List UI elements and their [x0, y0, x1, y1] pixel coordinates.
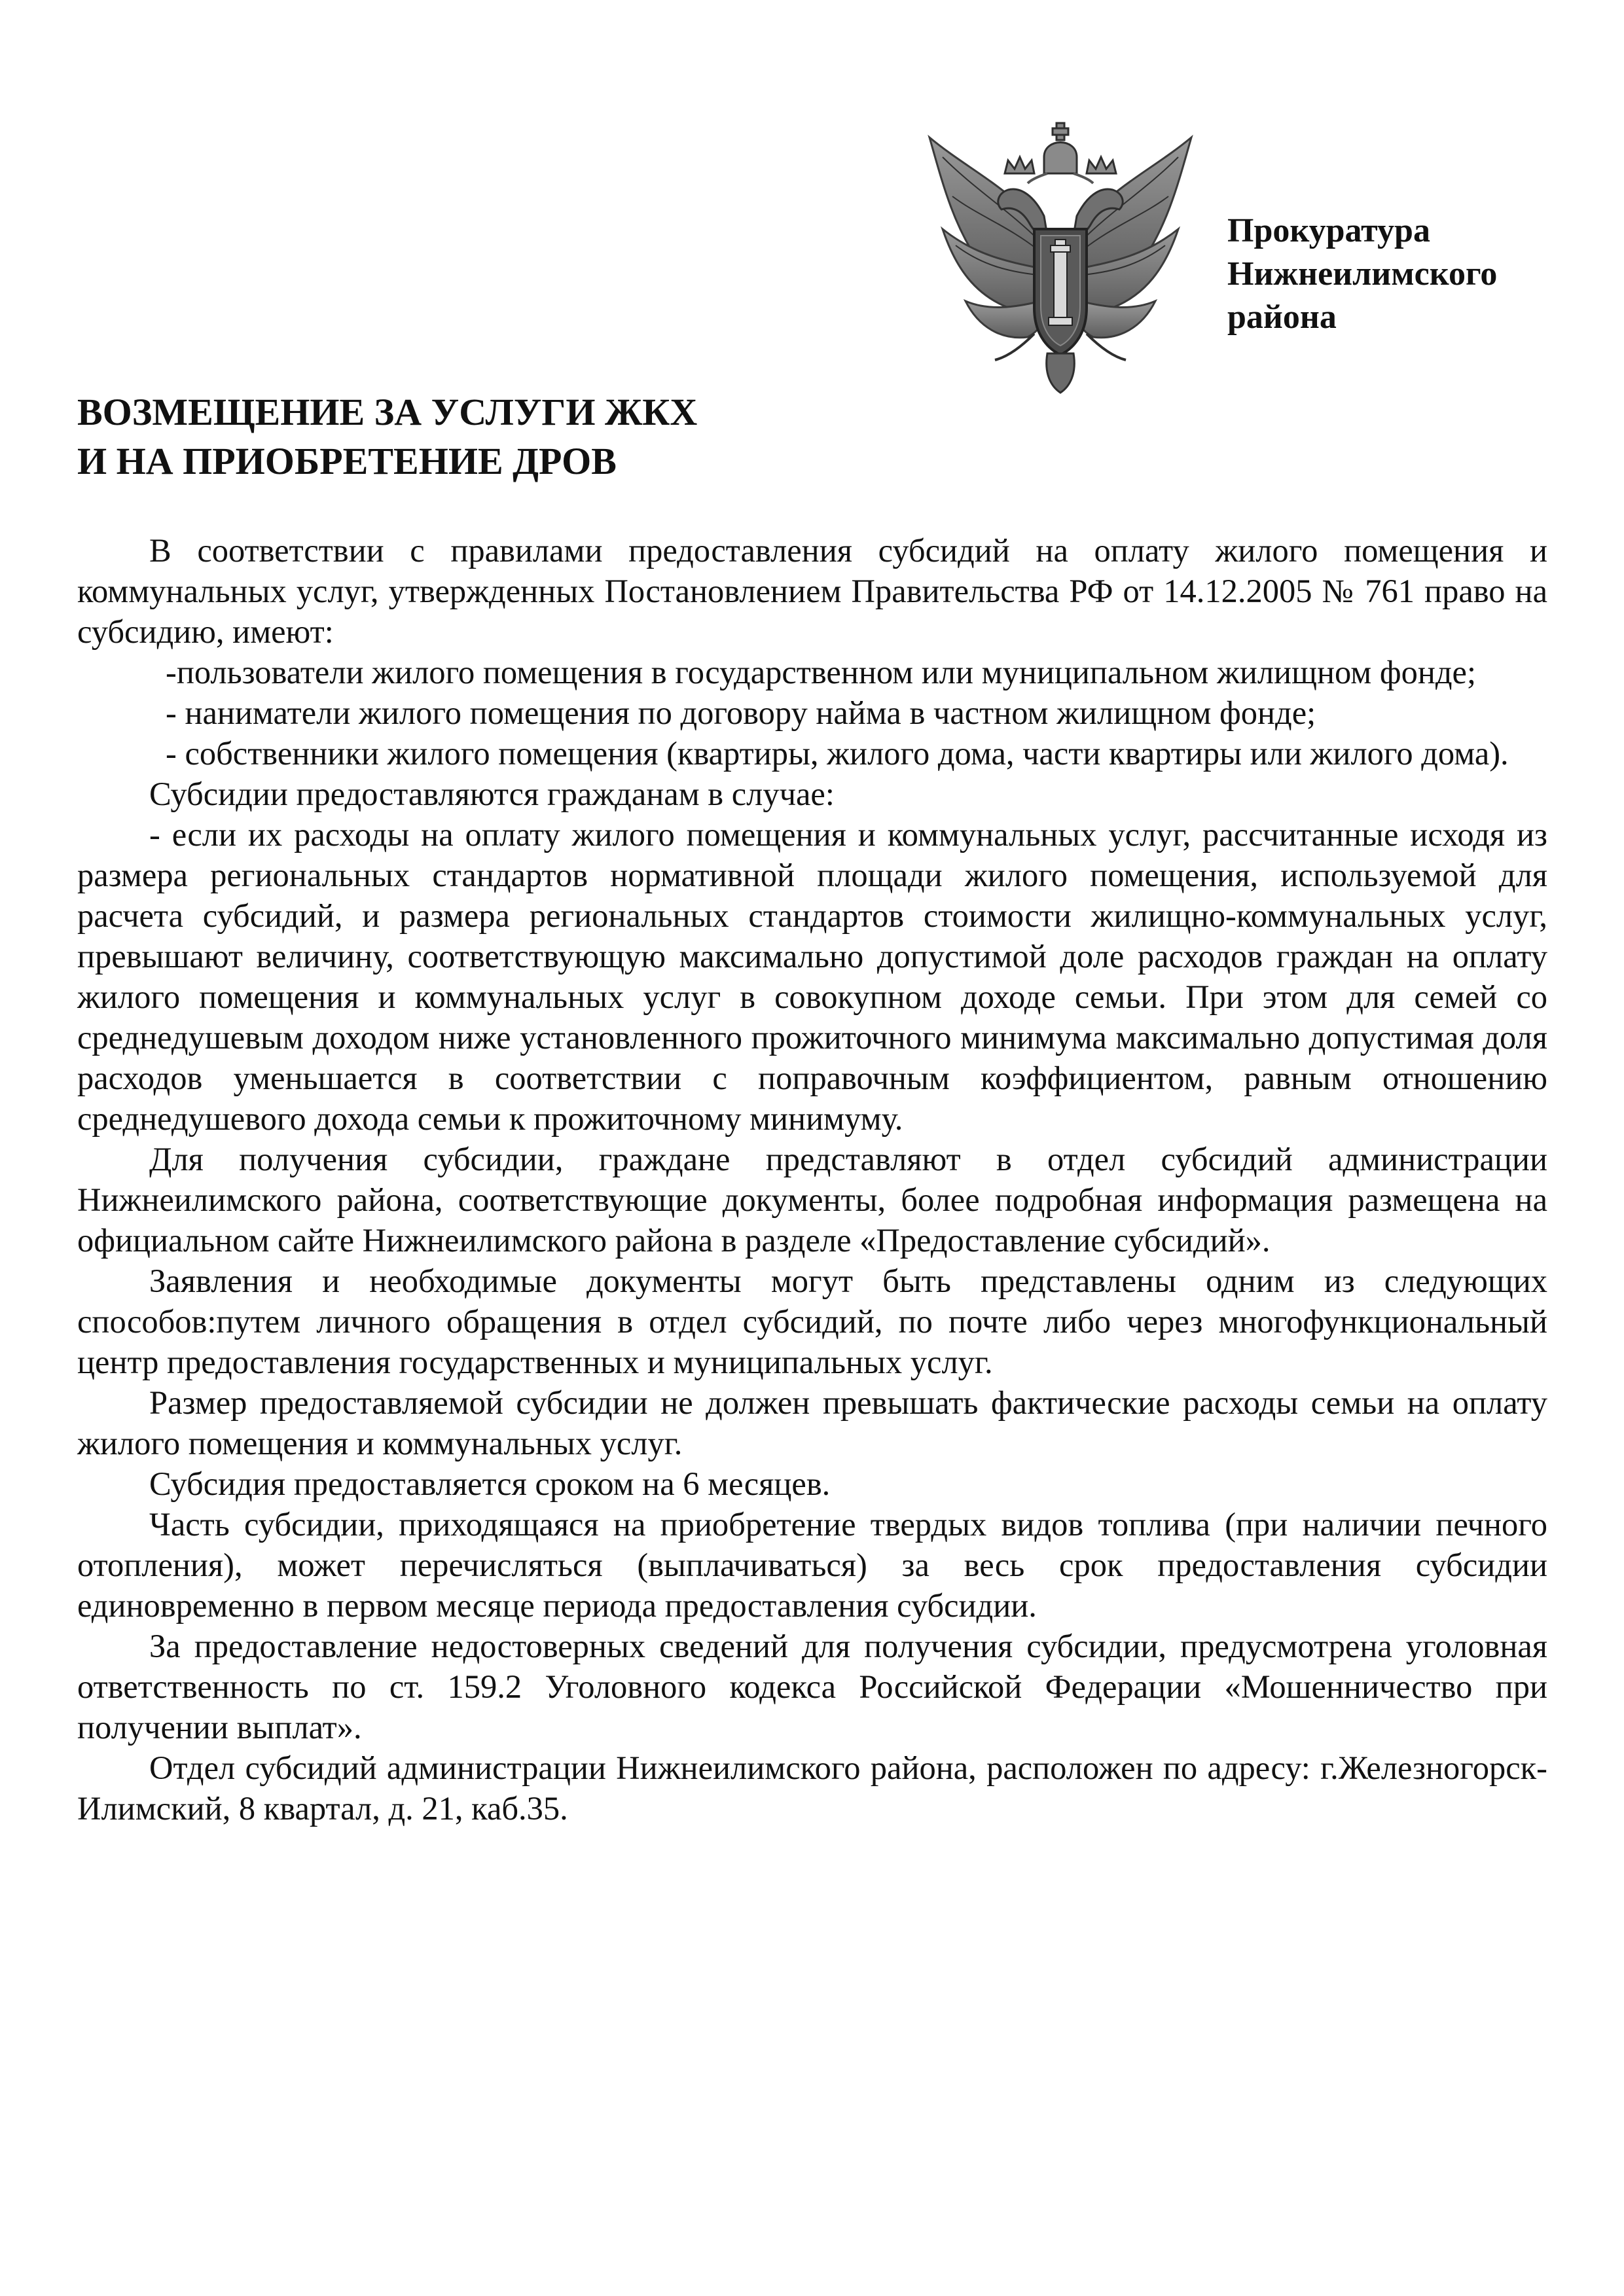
- paragraph-office-address: Отдел субсидий администрации Нижнеилимского района, расположен по адресу: г.Железногорск-Илимский, 8 квартал, д. 21, каб.35.: [77, 1749, 1547, 1827]
- org-name-line-1: Прокуратура: [1227, 212, 1430, 249]
- org-name-line-3: района: [1227, 298, 1337, 336]
- title-line-1: ВОЗМЕЩЕНИЕ ЗА УСЛУГИ ЖКХ: [77, 391, 698, 433]
- paragraph-condition-expenses: - если их расходы на оплату жилого помещения и коммунальных услуг, рассчитанные исходя из размера региональных стандартов нормативной площади жилого помещения, используемой для расчета субсидий, и размера региональных стандартов стоимости жилищно-коммунальных услуг, превышают величину, соответствующую максимально допустимой доле расходов граждан на оплату жилого помещения и коммунальных услуг в совокупном доходе семьи. При этом для семей со среднедушевым доходом ниже установленного прожиточного минимума максимально допустимая доля расходов уменьшается в соответствии с поправочным коэффициентом, равным отношению среднедушевого дохода семьи к прожиточному минимуму.: [77, 816, 1547, 1137]
- list-item-users: -пользователи жилого помещения в государственном или муниципальном жилищном фонде;: [166, 654, 1476, 691]
- paragraph-conditions-intro: Субсидии предоставляются гражданам в случае:: [149, 776, 835, 812]
- paragraph-subsidy-limit: Размер предоставляемой субсидии не должен превышать фактические расходы семьи на оплату жилого помещения и коммунальных услуг.: [77, 1384, 1547, 1462]
- document-body: [77, 530, 1547, 1829]
- paragraph-liability: За предоставление недостоверных сведений для получения субсидии, предусмотрена уголовная ответственность по ст. 159.2 Уголовного кодекса Российской Федерации «Мошенничество при получении выплат».: [77, 1628, 1547, 1746]
- list-item-tenants: - наниматели жилого помещения по договору найма в частном жилищном фонде;: [166, 694, 1316, 731]
- paragraph-subsidy-term: Субсидия предоставляется сроком на 6 месяцев.: [149, 1465, 831, 1502]
- list-item-owners: - собственники жилого помещения (квартиры, жилого дома, части квартиры или жилого дома).: [166, 735, 1509, 772]
- prosecutor-office-name: [1227, 209, 1497, 339]
- org-name-line-2: Нижнеилимского: [1227, 255, 1498, 293]
- paragraph-intro: В соответствии с правилами предоставления субсидий на оплату жилого помещения и коммунальных услуг, утвержденных Постановлением Правительства РФ от 14.12.2005 № 761 право на субсидию, имеют:: [77, 532, 1547, 650]
- document-title: [77, 387, 697, 486]
- paragraph-submission-methods: Заявления и необходимые документы могут быть представлены одним из следующих способов:путем личного обращения в отдел субсидий, по почте либо через многофункциональный центр предоставления государственных и муниципальных услуг.: [77, 1263, 1547, 1380]
- paragraph-solid-fuel: Часть субсидии, приходящаяся на приобретение твердых видов топлива (при наличии печного отопления), может перечисляться (выплачиваться) за весь срок предоставления субсидии единовременно в первом месяце периода предоставления субсидии.: [77, 1506, 1547, 1624]
- paragraph-how-to-apply: Для получения субсидии, граждане представляют в отдел субсидий администрации Нижнеилимского района, соответствующие документы, более подробная информация размещена на официальном сайте Нижнеилимского района в разделе «Предоставление субсидий».: [77, 1141, 1547, 1259]
- title-line-2: И НА ПРИОБРЕТЕНИЕ ДРОВ: [77, 440, 617, 482]
- prosecutor-emblem-icon: [916, 111, 1204, 412]
